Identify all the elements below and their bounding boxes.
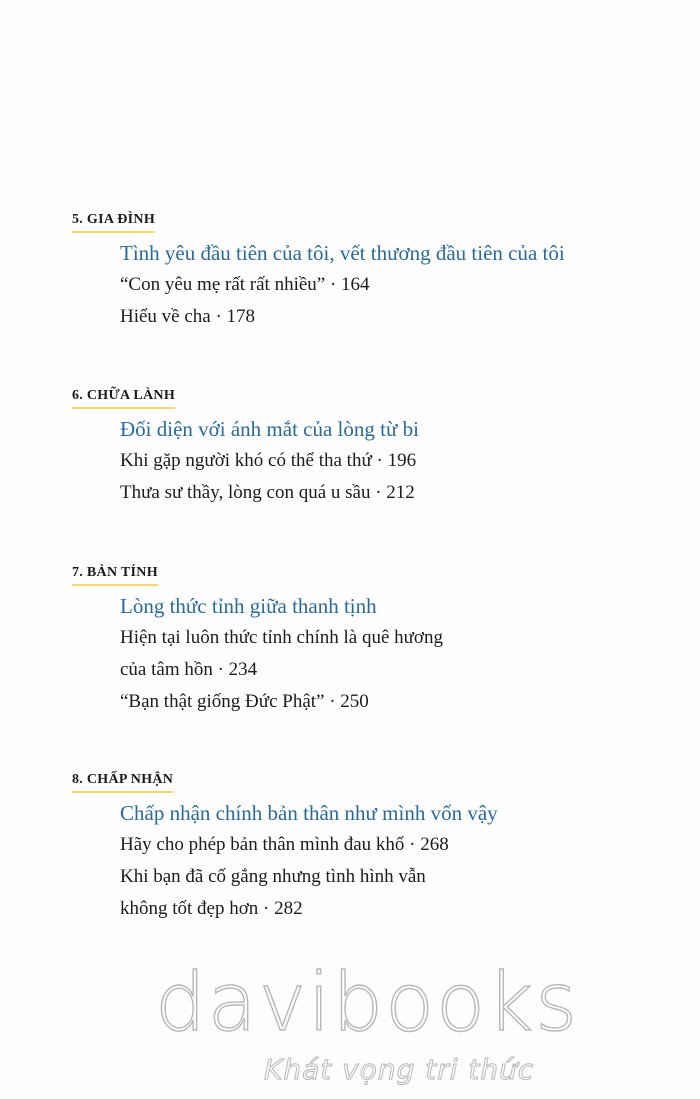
chapter-heading: 7. BẢN TÍNH — [72, 565, 158, 586]
toc-entry: Khi gặp người khó có thể tha thứ · 196 — [120, 450, 417, 471]
toc-entry: của tâm hồn · 234 — [120, 659, 258, 680]
chapter-subtitle: Chấp nhận chính bản thân như mình vốn vậy — [120, 801, 498, 825]
chapter-7 — [72, 563, 672, 718]
chapter-subtitle: Tình yêu đầu tiên của tôi, vết thương đầu tiên của tôi — [120, 241, 565, 265]
toc-entry: Hiện tại luôn thức tỉnh chính là quê hương — [120, 627, 443, 648]
toc-entry: Thưa sư thầy, lòng con quá u sầu · 212 — [120, 482, 415, 503]
chapter-5 — [72, 210, 672, 333]
toc-entry: Hãy cho phép bản thân mình đau khổ · 268 — [120, 834, 449, 855]
chapter-subtitle: Đối diện với ánh mắt của lòng từ bi — [120, 417, 419, 441]
toc-entry: Hiểu về cha · 178 — [120, 306, 256, 327]
toc-entry: “Con yêu mẹ rất rất nhiều” · 164 — [120, 274, 370, 295]
chapter-heading: 8. CHẤP NHẬN — [72, 772, 173, 793]
toc-entry: Khi bạn đã cố gắng nhưng tình hình vẫn — [120, 866, 426, 887]
chapter-6 — [72, 386, 672, 509]
watermark-brand: davibooks — [155, 956, 580, 1049]
watermark-tagline: Khát vọng tri thức — [264, 1053, 535, 1086]
chapter-subtitle: Lòng thức tỉnh giữa thanh tịnh — [120, 594, 377, 618]
toc-entry: “Bạn thật giống Đức Phật” · 250 — [120, 691, 369, 712]
chapter-heading: 6. CHỮA LÀNH — [72, 388, 175, 409]
chapter-8 — [72, 770, 672, 925]
chapter-heading: 5. GIA ĐÌNH — [72, 212, 155, 233]
toc-entry: không tốt đẹp hơn · 282 — [120, 898, 303, 919]
